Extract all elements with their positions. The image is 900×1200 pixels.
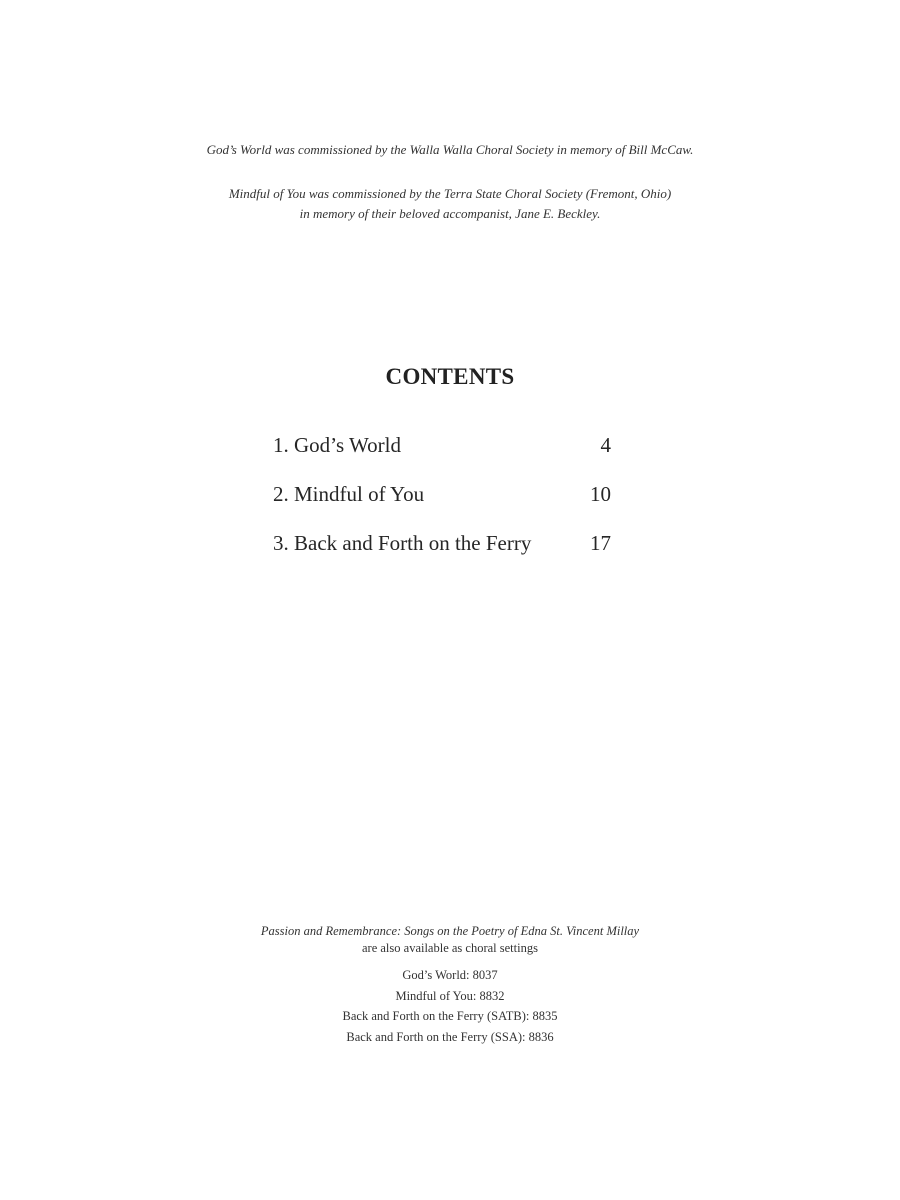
toc-entry-page: 17 bbox=[590, 531, 611, 555]
catalog-item: God’s World: 8037 bbox=[402, 968, 498, 982]
toc-entry-title: 2. Mindful of You bbox=[273, 482, 425, 506]
table-of-contents bbox=[273, 433, 611, 580]
toc-entry bbox=[273, 482, 611, 531]
toc-entry bbox=[273, 531, 611, 580]
toc-entry bbox=[273, 433, 611, 482]
series-title: Passion and Remembrance: Songs on the Poetry of Edna St. Vincent Millay bbox=[260, 924, 640, 938]
toc-entry-title: 1. God’s World bbox=[273, 433, 402, 457]
commission-note-mindful-line1: Mindful of You was commissioned by the Terra State Choral Society (Fremont, Ohio) bbox=[228, 186, 672, 201]
catalog-list bbox=[0, 965, 900, 1047]
contents-heading: CONTENTS bbox=[385, 364, 515, 389]
commission-note-gods-world: God’s World was commissioned by the Walla Walla Choral Society in memory of Bill McCaw. bbox=[206, 142, 694, 157]
spacer bbox=[0, 160, 900, 184]
commission-notes bbox=[0, 140, 900, 224]
catalog-item: Mindful of You: 8832 bbox=[395, 988, 505, 1003]
toc-entry-page: 4 bbox=[600, 433, 611, 457]
commission-note-mindful-line2: in memory of their beloved accompanist, Jane E. Beckley. bbox=[299, 206, 601, 221]
toc-entry-page: 10 bbox=[590, 482, 611, 506]
catalog-item: Back and Forth on the Ferry (SSA): 8836 bbox=[346, 1029, 554, 1044]
availability-note: are also available as choral settings bbox=[362, 941, 538, 955]
toc-entry-title: 3. Back and Forth on the Ferry bbox=[273, 531, 532, 555]
catalog-item: Back and Forth on the Ferry (SATB): 8835 bbox=[342, 1009, 558, 1023]
choral-settings-note bbox=[0, 923, 900, 1047]
